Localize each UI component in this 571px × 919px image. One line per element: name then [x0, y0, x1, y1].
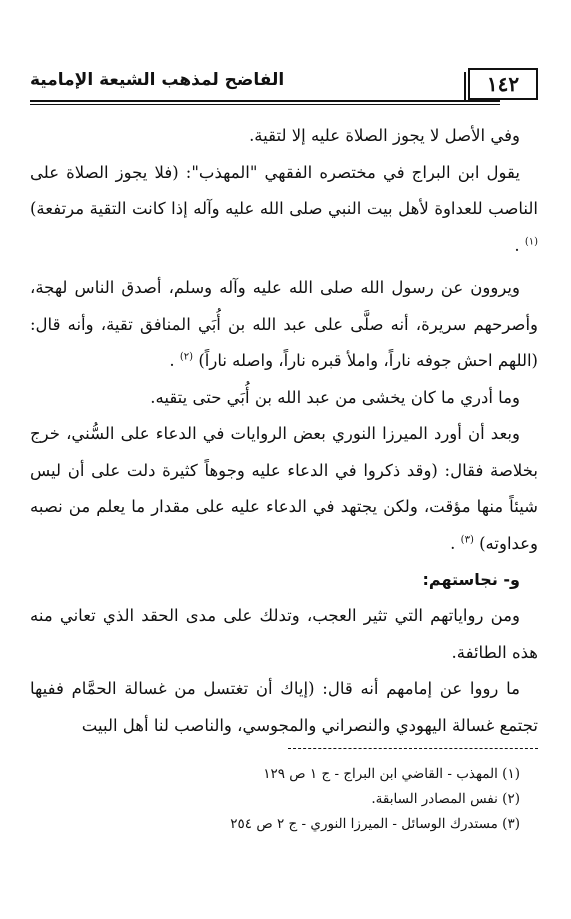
paragraph: ما رووا عن إمامهم أنه قال: (إياك أن تغتسل من غسالة الحمَّام ففيها تجتمع غسالة اليهودي والنصراني والمجوسي، والناصب لنا أهل البيت: [30, 679, 538, 735]
paragraph: وفي الأصل لا يجوز الصلاة عليه إلا لتقية.: [249, 126, 520, 145]
paragraph: وما أدري ما كان يخشى من عبد الله بن أُبَي حتى يتقيه.: [150, 387, 520, 407]
footnote-ref: (٢): [179, 351, 194, 363]
footnote-ref: (٣): [460, 534, 474, 545]
page-body: [30, 118, 538, 744]
page-number: ١٤٢: [468, 68, 538, 100]
header-rule-thin: [30, 104, 500, 105]
running-title: الفاضح لمذهب الشيعة الإمامية: [30, 70, 285, 90]
footnotes: [30, 762, 520, 837]
footnote-separator: [288, 748, 538, 749]
footnote: (٣) مستدرك الوسائل - الميرزا النوري - ج ٢ ص ٢٥٤: [230, 816, 520, 832]
paragraph: وبعد أن أورد الميرزا النوري بعض الروايات في الدعاء على السُّني، خرج بخلاصة فقال: (وقد ذكروا في الدعاء عليه وجوهاً كثيرة دلت على أن ليس شيئاً منها مؤقت، ولكن يجتهد في الدعاء عليه على مقدار ما يعلم من نصبه وعداوته) $^{(٣)}$ .: [30, 424, 538, 553]
paragraph: ومن رواياتهم التي تثير العجب، وتدلك على مدى الحقد الذي تعاني منه هذه الطائفة.: [30, 606, 538, 662]
section-heading: و- نجاستهم:: [422, 570, 520, 589]
footnote: (٢) نفس المصادر السابقة.: [371, 791, 520, 807]
page-header: [30, 64, 538, 104]
paragraph: يقول ابن البراج في مختصره الفقهي "المهذب": (فلا يجوز الصلاة على الناصب للعداوة لأهل بيت النبي صلى الله عليه وآله إذا كانت التقية مرتفعة) $^{(١)}$ .: [30, 162, 538, 255]
header-rule: [30, 100, 500, 102]
paragraph: ويروون عن رسول الله صلى الله عليه وآله وسلم، أصدق الناس لهجة، وأصرحهم سريرة، أنه صلَّى على عبد الله بن أُبَي المنافق تقية، وأنه قال: (اللهم احش جوفه ناراً، واملأ قبره ناراً، واصله ناراً) $^{(٢)}$ .: [30, 278, 538, 370]
footnote: (١) المهذب - القاضي ابن البراج - ج ١ ص ١٢٩: [263, 766, 520, 782]
footnote-ref: (١): [524, 236, 538, 247]
